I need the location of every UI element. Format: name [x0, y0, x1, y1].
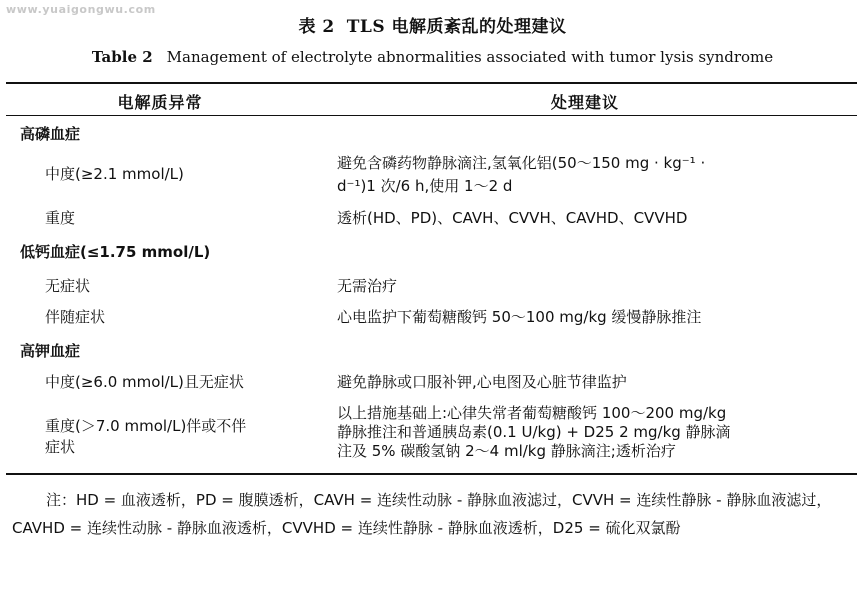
- header-recommendation: 处理建议: [550, 93, 619, 112]
- row-hyperkalemia-severe-action-line1: 以上措施基础上:心律失常者葡萄糖酸钙 100～200 mg/kg: [337, 404, 727, 422]
- row-hyperkalemia-condition: 高钾血症: [20, 342, 81, 360]
- table-caption-en: Management of electrolyte abnormalities associated with tumor lysis syndrome: [166, 48, 774, 66]
- table-top-rule: [6, 82, 857, 84]
- row-hyperkalemia-severe-condition-line2: 症状: [45, 438, 76, 456]
- table-header-rule: [6, 115, 857, 116]
- row-hyperphosphatemia-moderate-condition: 中度(≥2.1 mmol/L): [45, 165, 184, 183]
- header-condition: 电解质异常: [117, 93, 203, 112]
- table-title-en: [0, 48, 865, 66]
- row-hyperkalemia-severe-action-line3: 注及 5% 碳酸氢钠 2～4 ml/kg 静脉滴注;透析治疗: [337, 442, 676, 460]
- row-hyperphosphatemia-moderate-action-line1: 避免含磷药物静脉滴注,氢氧化铝(50～150 mg · kg⁻¹ ·: [337, 154, 706, 172]
- row-hypocalcemia-symptomatic-action: 心电监护下葡萄糖酸钙 50～100 mg/kg 缓慢静脉推注: [337, 308, 702, 326]
- row-hypocalcemia-symptomatic-condition: 伴随症状: [45, 308, 106, 326]
- row-hyperkalemia-severe-action-line2: 静脉推注和普通胰岛素(0.1 U/kg) + D25 2 mg/kg 静脉滴: [337, 423, 731, 441]
- table-number-en: Table 2: [91, 48, 153, 66]
- row-hyperkalemia-moderate-condition: 中度(≥6.0 mmol/L)且无症状: [45, 373, 244, 391]
- table-footnote: 注：HD = 血液透析，PD = 腹膜透析，CAVH = 连续性动脉 - 静脉血液滤过，CVVH = 连续性静脉 - 静脉血液滤过，CAVHD = 连续性动脉 - 静脉血液透析，CVVHD = 连续性静脉 - 静脉血液透析，D25 = 硫化双氯酚: [12, 491, 832, 537]
- row-hyperkalemia-moderate-action: 避免静脉或口服补钾,心电图及心脏节律监护: [337, 373, 627, 391]
- table-title-cn: [0, 12, 865, 37]
- row-hyperphosphatemia-severe-condition: 重度: [45, 209, 76, 227]
- row-hyperphosphatemia-condition: 高磷血症: [20, 125, 81, 143]
- watermark: www.yuaigongwu.com: [6, 3, 156, 16]
- table-caption-cn: TLS 电解质紊乱的处理建议: [346, 17, 567, 37]
- row-hyperphosphatemia-severe-action: 透析(HD、PD)、CAVH、CVVH、CAVHD、CVVHD: [337, 209, 688, 227]
- row-hypocalcemia-condition: 低钙血症(≤1.75 mmol/L): [20, 243, 211, 261]
- row-hypocalcemia-asymptomatic-condition: 无症状: [45, 277, 91, 295]
- table-bottom-rule: [6, 473, 857, 475]
- row-hyperphosphatemia-moderate-action-line2: d⁻¹)1 次/6 h,使用 1～2 d: [337, 177, 513, 195]
- row-hyperkalemia-severe-condition-line1: 重度(＞7.0 mmol/L)伴或不伴: [45, 417, 247, 435]
- row-hypocalcemia-asymptomatic-action: 无需治疗: [337, 277, 398, 295]
- table-number-cn: 表 2: [298, 17, 335, 37]
